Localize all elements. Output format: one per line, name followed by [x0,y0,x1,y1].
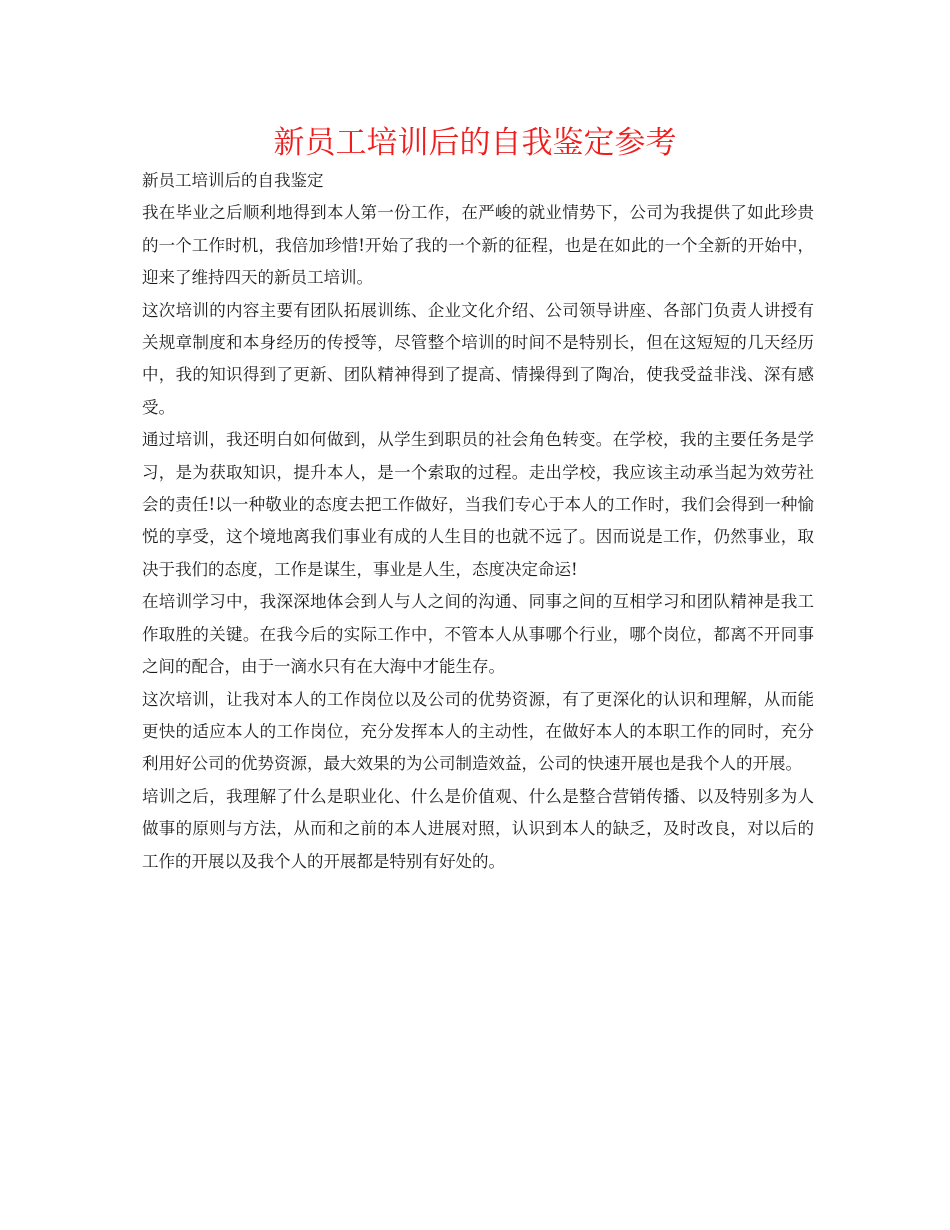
paragraph: 我在毕业之后顺利地得到本人第一份工作，在严峻的就业情势下，公司为我提供了如此珍贵的一个工作时机，我倍加珍惜!开始了我的一个新的征程，也是在如此的一个全新的开始中，迎来了维持四天的新员工培训。 [142,203,814,288]
paragraph: 这次培训，让我对本人的工作岗位以及公司的优势资源，有了更深化的认识和理解，从而能更快的适应本人的工作岗位，充分发挥本人的主动性，在做好本人的本职工作的同时，充分利用好公司的优势资源，最大效果的为公司制造效益，公司的快速开展也是我个人的开展。 [142,689,814,774]
paragraph: 培训之后，我理解了什么是职业化、什么是价值观、什么是整合营销传播、以及特别多为人做事的原则与方法，从而和之前的本人进展对照，认识到本人的缺乏，及时改良，对以后的工作的开展以及我个人的开展都是特别有好处的。 [142,786,814,871]
document-body [142,165,814,878]
document-title: 新员工培训后的自我鉴定参考 [273,125,677,161]
paragraph: 通过培训，我还明白如何做到，从学生到职员的社会角色转变。在学校，我的主要任务是学习，是为获取知识，提升本人，是一个索取的过程。走出学校，我应该主动承当起为效劳社会的责任!以一种敬业的态度去把工作做好，当我们专心于本人的工作时，我们会得到一种愉悦的享受，这个境地离我们事业有成的人生目的也就不远了。因而说是工作，仍然事业，取决于我们的态度，工作是谋生，事业是人生，态度决定命运! [142,430,814,579]
paragraph: 在培训学习中，我深深地体会到人与人之间的沟通、同事之间的互相学习和团队精神是我工作取胜的关键。在我今后的实际工作中，不管本人从事哪个行业，哪个岗位，都离不开同事之间的配合，由于一滴水只有在大海中才能生存。 [142,592,814,677]
paragraph: 这次培训的内容主要有团队拓展训练、企业文化介绍、公司领导讲座、各部门负责人讲授有关规章制度和本身经历的传授等，尽管整个培训的时间不是特别长，但在这短短的几天经历中，我的知识得到了更新、团队精神得到了提高、情操得到了陶冶，使我受益非浅、深有感受。 [142,300,814,417]
document-subtitle: 新员工培训后的自我鉴定 [142,171,324,190]
